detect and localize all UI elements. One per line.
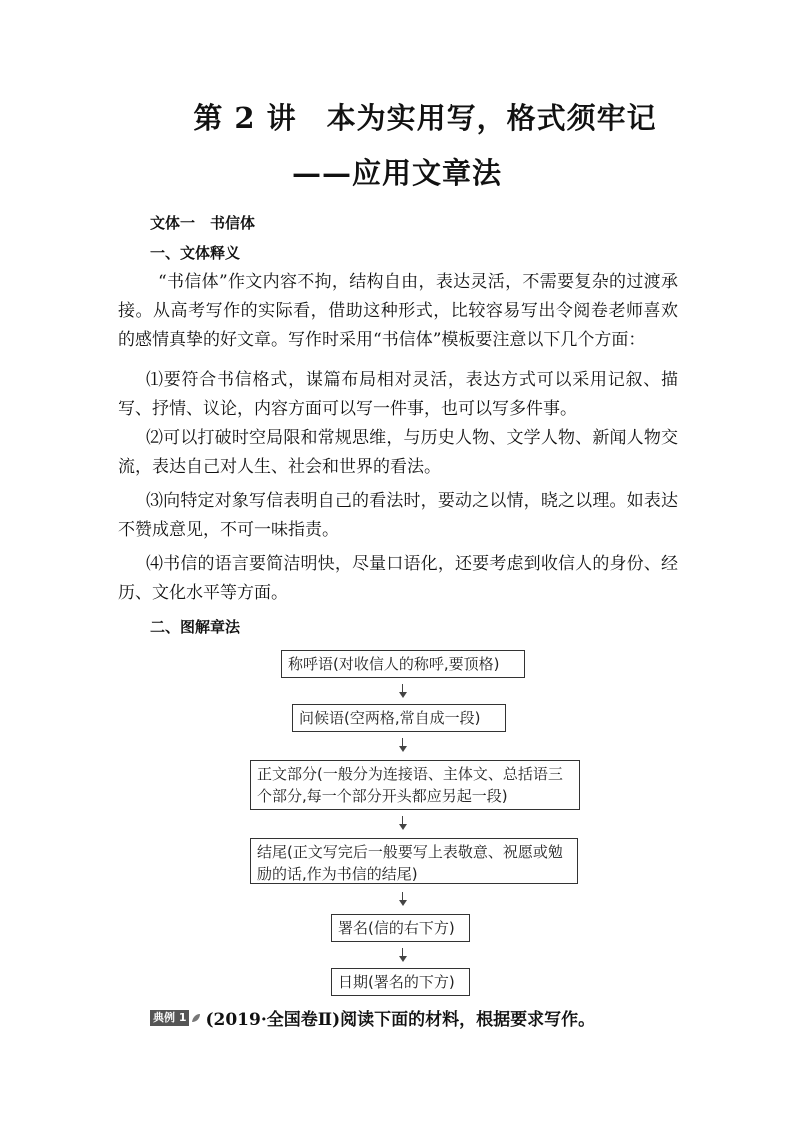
flow-arrow-icon [399,684,407,698]
heading-explanation: 一、文体释义 [150,244,241,262]
flow-arrow-icon [399,948,407,962]
flow-box-closing: 结尾(正文写完后一般要写上表敬意、祝愿或勉励的话,作为书信的结尾) [250,838,578,884]
point-2: ⑵可以打破时空局限和常规思维，与历史人物、文学人物、新闻人物交流，表达自己对人生、社会和世界的看法。 [118,428,678,477]
flow-arrow-icon [399,816,407,830]
point-4: ⑷书信的语言要简洁明快，尽量口语化，还要考虑到收信人的身份、经历、文化水平等方面。 [118,554,678,603]
flow-arrow-icon [399,738,407,752]
example-badge: 典例 1 [150,1010,189,1026]
flow-arrow-icon [399,892,407,906]
flow-box-date: 日期(署名的下方) [331,968,470,996]
flow-box-greeting: 问候语(空两格,常自成一段) [292,704,506,732]
section-label: 文体一 书信体 [150,214,256,232]
leaf-icon [191,1013,201,1023]
flow-box-body: 正文部分(一般分为连接语、主体文、总括语三个部分,每一个部分开头都应另起一段) [250,760,580,810]
lecture-title: 第 2 讲 本为实用写，格式须牢记 [193,101,657,135]
flow-box-salutation: 称呼语(对收信人的称呼,要顶格) [281,650,525,678]
lecture-subtitle: ——应用文章法 [291,156,502,190]
flow-box-signature: 署名(信的右下方) [331,914,470,942]
example-text: (2019·全国卷Ⅱ)阅读下面的材料，根据要求写作。 [205,1010,596,1030]
point-3: ⑶向特定对象写信表明自己的看法时，要动之以情，晓之以理。如表达不赞成意见，不可一味指责。 [118,491,678,540]
point-1: ⑴要符合书信格式，谋篇布局相对灵活，表达方式可以采用记叙、描写、抒情、议论，内容方面可以写一件事，也可以写多件事。 [118,370,678,419]
intro-paragraph: “书信体”作文内容不拘，结构自由，表达灵活，不需要复杂的过渡承接。从高考写作的实际看，借助这种形式，比较容易写出令阅卷老师喜欢的感情真挚的好文章。写作时采用“书信体”模板要注意以下几个方面： [118,272,678,350]
example-line [150,1005,595,1030]
heading-diagram: 二、图解章法 [150,618,241,636]
